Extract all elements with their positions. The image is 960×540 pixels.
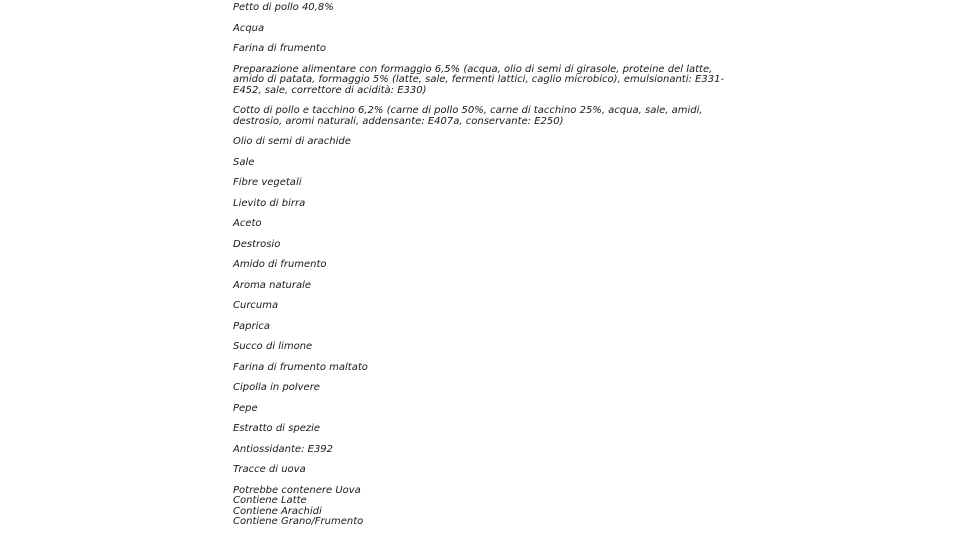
ingredient-item: Preparazione alimentare con formaggio 6,5% (acqua, olio di semi di girasole, proteine del latte, amido di patata, formaggio 5% (latte, sale, fermenti lattici, caglio microbico), emulsionanti: E331-E452, sale, correttore di acidità: E330) bbox=[233, 63, 725, 96]
ingredient-item: Succo di limone bbox=[233, 341, 313, 352]
ingredient-item: Paprica bbox=[233, 320, 271, 332]
ingredient-item: Olio di semi di arachide bbox=[233, 136, 351, 147]
ingredient-item: Antiossidante: E392 bbox=[233, 443, 334, 455]
ingredient-item: Farina di frumento maltato bbox=[233, 361, 368, 373]
ingredient-item: Curcuma bbox=[233, 300, 279, 311]
ingredient-item: Fibre vegetali bbox=[233, 177, 302, 188]
ingredient-item: Estratto di spezie bbox=[233, 423, 321, 434]
ingredient-item: Farina di frumento bbox=[233, 43, 326, 54]
ingredient-item: Acqua bbox=[233, 22, 265, 34]
allergen-block bbox=[233, 486, 733, 528]
ingredient-item: Pepe bbox=[233, 402, 258, 414]
ingredient-item: Aceto bbox=[233, 218, 262, 229]
ingredient-item: Aroma naturale bbox=[233, 279, 312, 291]
ingredient-item: Sale bbox=[233, 156, 255, 168]
ingredient-item: Amido di frumento bbox=[233, 259, 327, 270]
ingredient-item: Lievito di birra bbox=[233, 197, 306, 209]
ingredient-item: Tracce di uova bbox=[233, 464, 306, 475]
allergen-line: Contiene Grano/Frumento bbox=[233, 516, 364, 527]
allergen-line: Contiene Arachidi bbox=[233, 505, 322, 517]
ingredient-item: Cotto di pollo e tacchino 6,2% (carne di pollo 50%, carne di tacchino 25%, acqua, sale, amidi, destrosio, aromi naturali, addensante: E407a, conservante: E250) bbox=[233, 105, 703, 127]
allergen-line: Potrebbe contenere Uova bbox=[233, 484, 361, 496]
ingredient-list bbox=[233, 3, 733, 528]
ingredient-item: Cipolla in polvere bbox=[233, 382, 320, 393]
ingredient-item: Destrosio bbox=[233, 238, 281, 250]
allergen-line: Contiene Latte bbox=[233, 495, 307, 506]
ingredient-item: Petto di pollo 40,8% bbox=[233, 2, 334, 13]
